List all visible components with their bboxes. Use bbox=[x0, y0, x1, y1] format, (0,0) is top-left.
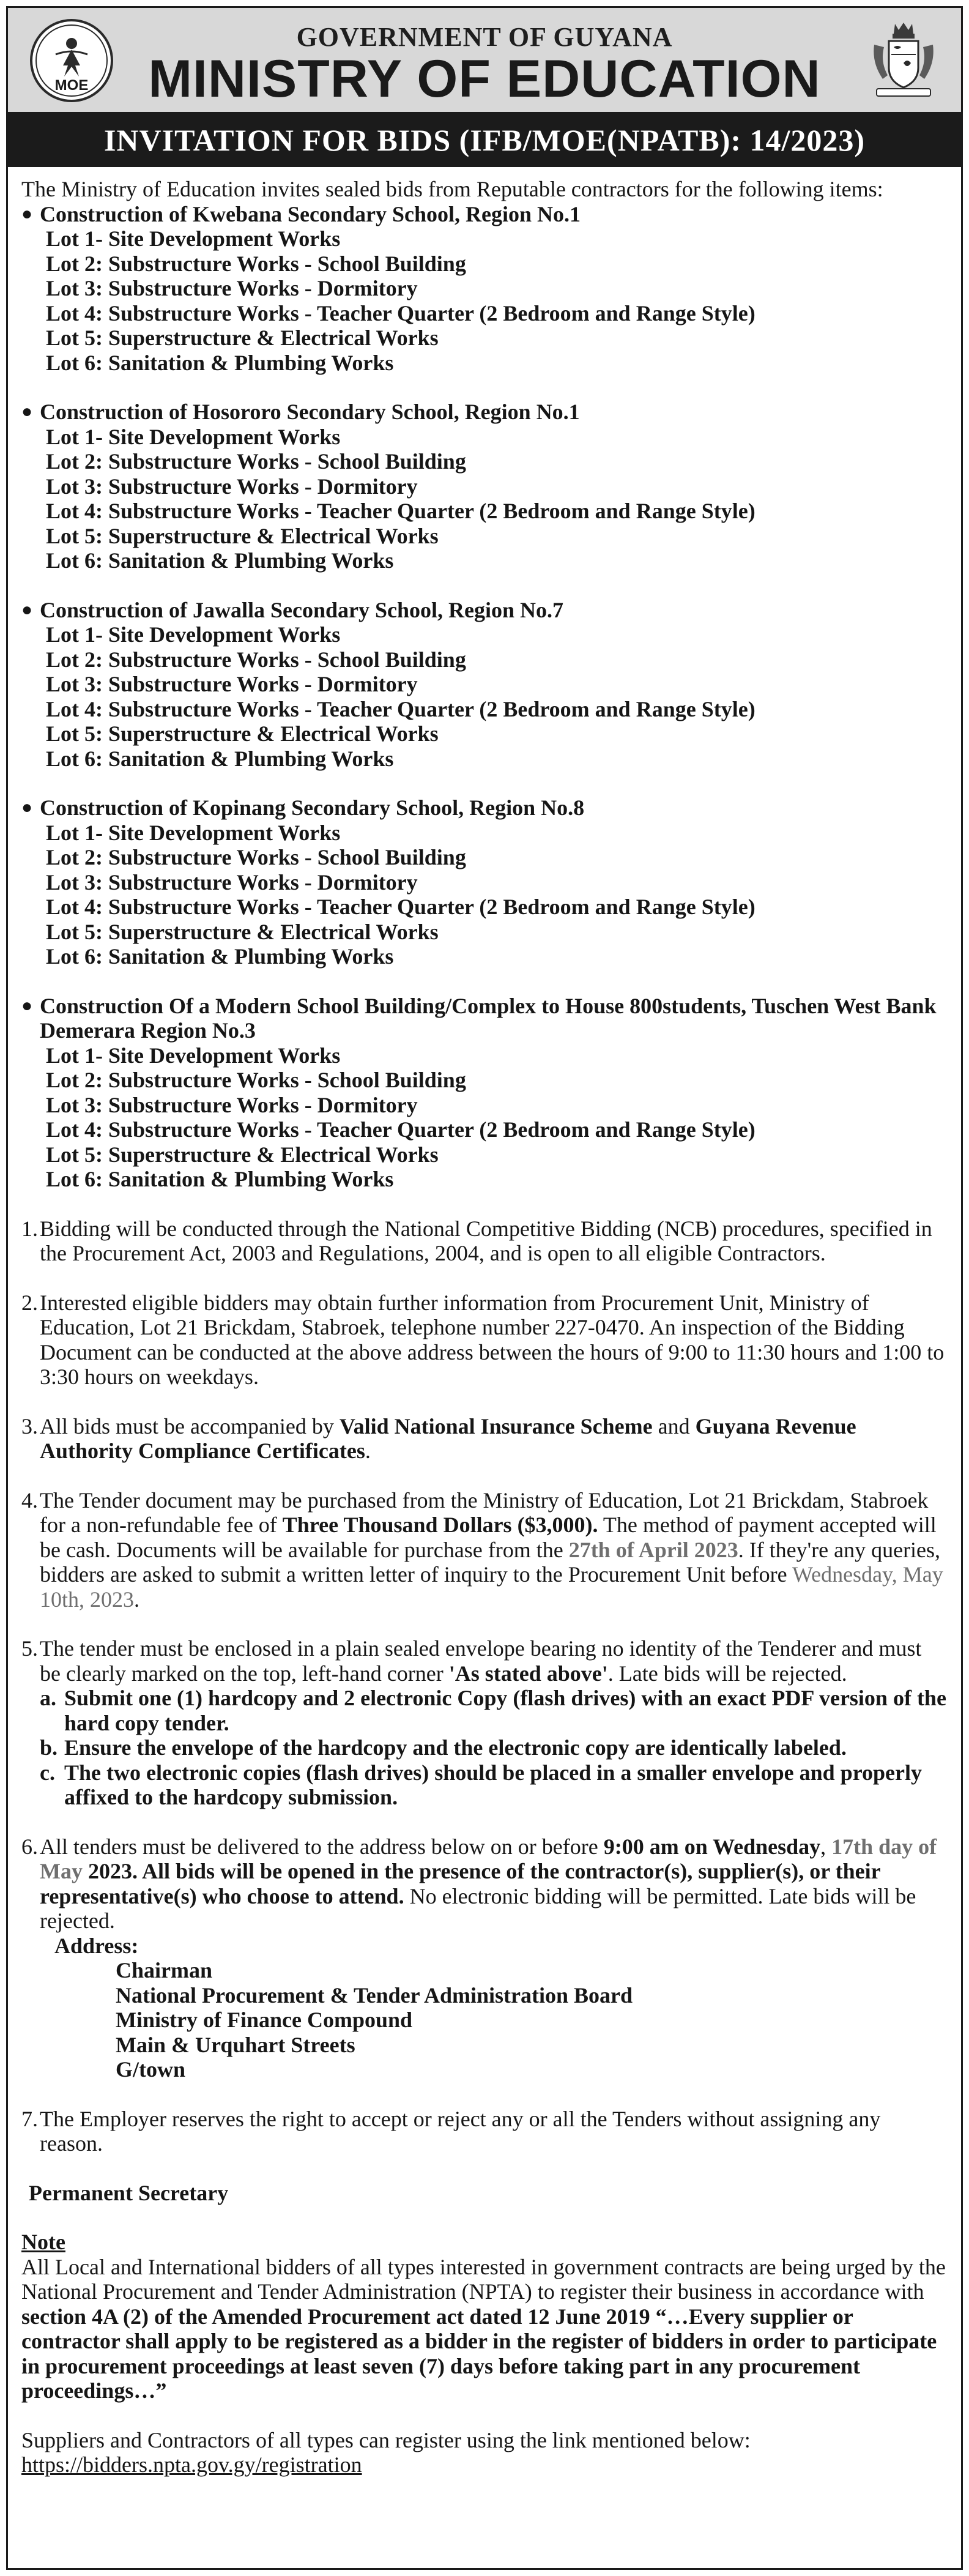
register-text: Suppliers and Contractors of all types can register using the link mentioned below: bbox=[21, 2427, 751, 2452]
deadline-day: 17th day of May bbox=[40, 1834, 937, 1883]
project-title: Construction of Kwebana Secondary School, Region No.1 bbox=[40, 201, 581, 226]
ministry-title: MINISTRY OF EDUCATION bbox=[148, 50, 821, 108]
lot-item: Lot 4: Substructure Works - Teacher Quarter (2 Bedroom and Range Style) bbox=[46, 895, 756, 919]
deadline-year: 2023. All bids will be opened in the presence of the contractor(s), supplier(s), or their representative(s) who choose to attend. bbox=[40, 1859, 880, 1908]
project-5 bbox=[21, 994, 948, 1192]
signoff: Permanent Secretary bbox=[29, 2180, 229, 2205]
lot-item: Lot 4: Substructure Works - Teacher Quarter (2 Bedroom and Range Style) bbox=[46, 1117, 756, 1142]
project-4 bbox=[21, 795, 948, 969]
address-label: Address: bbox=[54, 1933, 139, 1958]
clause-number: 5. bbox=[21, 1636, 38, 1661]
lot-item: Lot 4: Substructure Works - Teacher Quarter (2 Bedroom and Range Style) bbox=[46, 696, 756, 721]
clause-6: 6. All tenders must be delivered to the address below on or before 9:00 am on Wednesday, 17th day of May 2023. All bids will be opened in the presence of the contractor(s), supplier(s), or their representative(s) who choose to attend. No electronic bidding will be permitted. Late bids will be rejected. Address: Chairman National Procurement & Tender Administration Board Ministry of Finance Compound Main & Urquhart Streets G/town bbox=[21, 1834, 948, 2082]
clause-text: and bbox=[652, 1413, 696, 1439]
clause-number: 1. bbox=[21, 1216, 38, 1241]
project-title: Construction Of a Modern School Building/Complex to House 800students, Tuschen West Bank Demerara Region No.3 bbox=[40, 993, 937, 1043]
envelope-mark: 'As stated above' bbox=[448, 1661, 608, 1686]
project-2 bbox=[21, 400, 948, 573]
clause-text: . bbox=[365, 1439, 371, 1463]
availability-date: 27th of April 2023 bbox=[568, 1537, 738, 1562]
clause-text: . Late bids will be rejected. bbox=[607, 1661, 847, 1686]
project-title: Construction of Hosororo Secondary School, Region No.1 bbox=[40, 400, 580, 424]
lot-item: Lot 4: Substructure Works - Teacher Quarter (2 Bedroom and Range Style) bbox=[46, 499, 756, 523]
lot-item: Lot 5: Superstructure & Electrical Works bbox=[46, 523, 439, 548]
note-title: Note bbox=[21, 2230, 65, 2254]
lot-item: Lot 4: Substructure Works - Teacher Quarter (2 Bedroom and Range Style) bbox=[46, 300, 756, 326]
lot-item: Lot 6: Sanitation & Plumbing Works bbox=[46, 548, 394, 573]
lot-item: Lot 2: Substructure Works - School Building bbox=[46, 1068, 466, 1092]
lot-item: Lot 6: Sanitation & Plumbing Works bbox=[46, 350, 394, 375]
address-block bbox=[40, 1934, 948, 2082]
content bbox=[8, 167, 961, 2477]
gra-requirement: Guyana Revenue Authority Compliance Certificates bbox=[40, 1413, 856, 1463]
clause-text: The Employer reserves the right to accept or reject any or all the Tenders without assigning any reason. bbox=[40, 2106, 881, 2156]
lot-item: Lot 3: Substructure Works - Dormitory bbox=[46, 1092, 418, 1117]
tender-fee: Three Thousand Dollars ($3,000). bbox=[282, 1513, 598, 1537]
lot-item: Lot 1- Site Development Works bbox=[46, 820, 341, 845]
ifb-title-bar: INVITATION FOR BIDS (IFB/MOE(NPATB): 14/2023) bbox=[8, 113, 961, 167]
bullet-icon: ● bbox=[21, 599, 33, 620]
clause-text: Interested eligible bidders may obtain further information from Procurement Unit, Ministry of Education, Lot 21 Brickdam, Stabroek, telephone number 227-0470. An inspection of the Bidding Document can be conducted at the above address between the hours of 9:00 to 11:30 hours and 1:00 to 3:30 hours on weekdays. bbox=[40, 1290, 945, 1389]
project-title: Construction of Jawalla Secondary School, Region No.7 bbox=[40, 597, 564, 622]
deadline-time: 9:00 am on Wednesday bbox=[603, 1834, 821, 1859]
coat-of-arms-icon bbox=[867, 20, 940, 101]
lot-item: Lot 2: Substructure Works - School Building bbox=[46, 647, 466, 672]
lot-item: Lot 3: Substructure Works - Dormitory bbox=[46, 672, 418, 696]
clause-text: . If they're any queries, bidders are asked to submit a written letter of inquiry to the Procurement Unit before bbox=[40, 1537, 941, 1587]
clause-number: 3. bbox=[21, 1413, 38, 1439]
clause-4 bbox=[21, 1488, 948, 1612]
clause-1 bbox=[21, 1216, 948, 1266]
masthead bbox=[8, 8, 961, 113]
clause-number: 7. bbox=[21, 2106, 38, 2131]
advertisement-frame bbox=[6, 6, 963, 2570]
lot-item: Lot 6: Sanitation & Plumbing Works bbox=[46, 944, 394, 969]
note-section bbox=[21, 2230, 948, 2477]
logo-text: MOE bbox=[54, 77, 89, 94]
sub-item: b. Ensure the envelope of the hardcopy and the electronic copy are identically labeled. bbox=[40, 1735, 847, 1760]
lot-item: Lot 3: Substructure Works - Dormitory bbox=[46, 869, 418, 895]
project-title: Construction of Kopinang Secondary School, Region No.8 bbox=[40, 795, 585, 820]
bullet-icon: ● bbox=[21, 203, 33, 224]
clause-text: No electronic bidding will be permitted. Late bids will be rejected. bbox=[40, 1883, 916, 1933]
clause-5 bbox=[21, 1636, 948, 1810]
clause-text: . bbox=[134, 1587, 140, 1612]
address-line: Main & Urquhart Streets bbox=[116, 2032, 355, 2057]
clause-number: 2. bbox=[21, 1290, 38, 1315]
lot-item: Lot 3: Substructure Works - Dormitory bbox=[46, 474, 418, 499]
address-line: G/town bbox=[116, 2057, 186, 2082]
lot-item: Lot 1- Site Development Works bbox=[46, 622, 341, 647]
government-title: GOVERNMENT OF GUYANA bbox=[296, 22, 673, 52]
project-3 bbox=[21, 598, 948, 772]
lot-item: Lot 2: Substructure Works - School Building bbox=[46, 251, 466, 276]
sub-item: a. Submit one (1) hardcopy and 2 electronic Copy (flash drives) with an exact PDF version of the hard copy tender. bbox=[40, 1686, 946, 1735]
inquiry-deadline: Wednesday, May 10th, 2023 bbox=[40, 1562, 943, 1612]
lot-item: Lot 6: Sanitation & Plumbing Works bbox=[46, 1167, 394, 1191]
lot-item: Lot 1- Site Development Works bbox=[46, 1043, 341, 1068]
clause-text: Bidding will be conducted through the National Competitive Bidding (NCB) procedures, specified in the Procurement Act, 2003 and Regulations, 2004, and is open to all eligible Contractors. bbox=[40, 1216, 932, 1265]
lot-item: Lot 1- Site Development Works bbox=[46, 226, 341, 251]
clause-7 bbox=[21, 2107, 948, 2156]
note-text: All Local and International bidders of all types interested in government contracts are being urged by the National Procurement and Tender Administration (NPTA) to register their business in accordance with bbox=[21, 2254, 946, 2304]
clause-text: The Tender document may be purchased from the Ministry of Education, Lot 21 Brickdam, Stabroek for a non-refundable fee of bbox=[40, 1487, 929, 1537]
clause-number: 6. bbox=[21, 1834, 38, 1859]
lot-item: Lot 2: Substructure Works - School Building bbox=[46, 845, 466, 869]
clause-number: 4. bbox=[21, 1487, 38, 1513]
lot-item: Lot 2: Substructure Works - School Building bbox=[46, 449, 466, 474]
bullet-icon: ● bbox=[21, 995, 33, 1016]
bullet-icon: ● bbox=[21, 401, 33, 422]
lot-item: Lot 3: Substructure Works - Dormitory bbox=[46, 276, 418, 300]
address-line: National Procurement & Tender Administration Board bbox=[116, 1982, 633, 2008]
address-line: Chairman bbox=[116, 1958, 213, 1982]
clause-3 bbox=[21, 1414, 948, 1464]
clause-text: The method of payment accepted will be cash. Documents will be available for purchase from the bbox=[40, 1513, 937, 1562]
lot-item: Lot 6: Sanitation & Plumbing Works bbox=[46, 746, 394, 771]
bullet-icon: ● bbox=[21, 797, 33, 817]
lot-item: Lot 5: Superstructure & Electrical Works bbox=[46, 1142, 439, 1167]
project-1 bbox=[21, 202, 948, 376]
intro-text: The Ministry of Education invites sealed bids from Reputable contractors for the following items: bbox=[21, 177, 883, 201]
lot-item: Lot 5: Superstructure & Electrical Works bbox=[46, 326, 439, 350]
address-line: Ministry of Finance Compound bbox=[116, 2008, 413, 2032]
clause-text: All bids must be accompanied by bbox=[40, 1413, 340, 1439]
clause-text: The tender must be enclosed in a plain sealed envelope bearing no identity of the Tenderer and must be clearly marked on the top, left-hand corner bbox=[40, 1636, 922, 1686]
sub-item: c. The two electronic copies (flash drives) should be placed in a smaller envelope and properly affixed to the hardcopy submission. bbox=[40, 1760, 922, 1809]
registration-link[interactable]: https://bidders.npta.gov.gy/registration bbox=[21, 2452, 362, 2477]
lot-item: Lot 5: Superstructure & Electrical Works bbox=[46, 919, 439, 944]
lot-item: Lot 1- Site Development Works bbox=[46, 424, 341, 449]
nis-requirement: Valid National Insurance Scheme bbox=[339, 1413, 653, 1439]
clause-text: All tenders must be delivered to the address below on or before bbox=[40, 1834, 604, 1859]
note-quote: section 4A (2) of the Amended Procurement act dated 12 June 2019 “…Every supplier or contractor shall apply to be registered as a bidder in the register of bidders in order to participate in procurement proceedings at least seven (7) days before taking part in any procurement proceedings…” bbox=[21, 2304, 937, 2403]
clause-2 bbox=[21, 1290, 948, 1390]
lot-item: Lot 5: Superstructure & Electrical Works bbox=[46, 721, 439, 746]
